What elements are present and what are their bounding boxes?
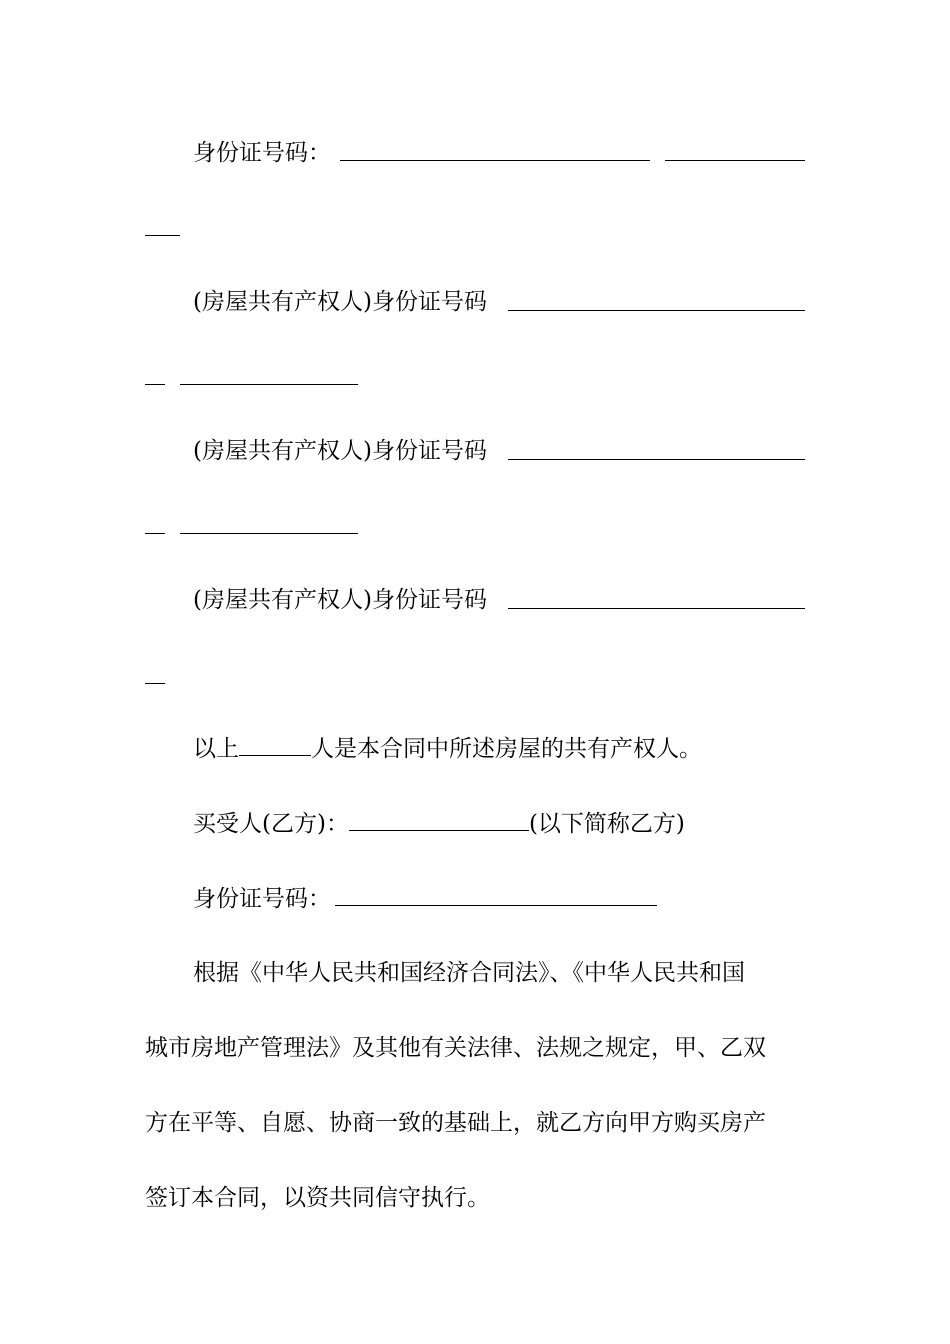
paragraph-line: 签订本合同，以资共同信守执行。 [145,1185,490,1211]
owners-count-blank[interactable] [239,735,311,756]
co-owner-id-blank-3b[interactable] [145,683,165,684]
co-owner-id-blank-1b[interactable] [145,384,165,385]
buyer-id-line [193,884,657,914]
buyer-id-blank[interactable] [335,885,657,906]
buyer-name-blank[interactable] [349,810,529,831]
id-number-blank-1c[interactable] [145,235,180,236]
co-owner-id-blank-2c[interactable] [180,533,358,534]
paragraph-line: 方在平等、自愿、协商一致的基础上，就乙方向甲方购买房产 [145,1110,766,1136]
co-owner-id-blank-2[interactable] [508,459,805,460]
co-owner-id-line-2 [193,436,487,466]
co-owner-id-blank-3[interactable] [508,608,805,609]
co-owner-id-line-3 [193,585,487,615]
owners-suffix: 人是本合同中所述房屋的共有产权人。 [311,736,702,762]
co-owner-id-blank-1[interactable] [508,310,805,311]
co-owner-id-blank-1c[interactable] [180,384,358,385]
buyer-line [193,809,685,839]
id-number-label: 身份证号码： [193,140,331,166]
id-number-blank-1[interactable] [340,160,650,161]
buyer-label: 买受人(乙方)： [193,811,349,837]
buyer-id-label: 身份证号码： [193,886,331,912]
id-number-blank-1b[interactable] [665,160,805,161]
co-owner-id-blank-2b[interactable] [145,533,165,534]
owners-prefix: 以上 [193,736,239,762]
co-owner-id-label: (房屋共有产权人)身份证号码 [193,289,487,315]
paragraph-line: 城市房地产管理法》及其他有关法律、法规之规定，甲、乙双 [145,1035,766,1061]
co-owner-id-label: (房屋共有产权人)身份证号码 [193,438,487,464]
buyer-suffix: (以下简称乙方) [528,811,685,837]
co-owner-id-label: (房屋共有产权人)身份证号码 [193,587,487,613]
owners-count-line [193,734,702,764]
id-number-line-1 [193,138,331,168]
co-owner-id-line-1 [193,287,487,317]
paragraph-line: 根据《中华人民共和国经济合同法》、《中华人民共和国 [193,960,745,986]
